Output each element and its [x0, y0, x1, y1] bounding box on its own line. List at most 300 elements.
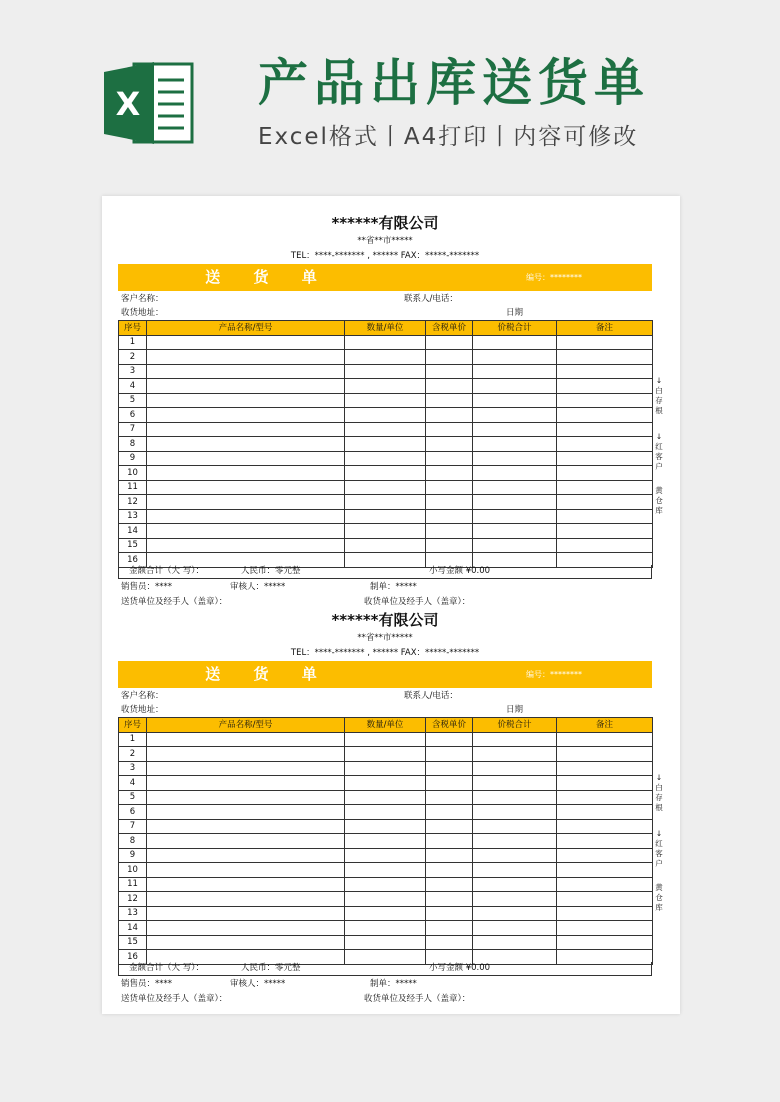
copy-char: ↓ — [655, 432, 663, 441]
form-title: 送 货 单 — [205, 268, 331, 286]
column-header: 产品名称/型号 — [147, 718, 345, 733]
table-cell[interactable] — [557, 408, 653, 423]
table-row — [119, 495, 653, 510]
table-row — [119, 921, 653, 936]
row-number: 6 — [119, 408, 147, 423]
customer-name-label: 客户名称： — [121, 294, 164, 304]
copy-char: 户 — [655, 859, 663, 868]
total-rmb: 人民币：零元整 — [241, 963, 301, 973]
table-cell[interactable] — [147, 422, 345, 437]
table-cell[interactable] — [426, 379, 473, 394]
contact-label: 联系人/电话： — [404, 294, 458, 304]
table-cell[interactable] — [557, 761, 653, 776]
table-cell[interactable] — [147, 906, 345, 921]
table-cell[interactable] — [345, 834, 426, 849]
table-cell[interactable] — [147, 364, 345, 379]
row-number: 16 — [119, 950, 147, 965]
sender-sign-label: 送货单位及经手人（盖章）： — [121, 994, 228, 1004]
table-cell[interactable] — [557, 509, 653, 524]
table-cell[interactable] — [557, 819, 653, 834]
table-cell[interactable] — [345, 364, 426, 379]
table-cell[interactable] — [557, 451, 653, 466]
table-cell[interactable] — [557, 790, 653, 805]
table-cell[interactable] — [557, 776, 653, 791]
company-name: ******有限公司 — [331, 611, 439, 629]
table-cell[interactable] — [426, 848, 473, 863]
table-header — [119, 718, 653, 733]
copy-char: 存 — [655, 793, 663, 802]
table-cell[interactable] — [147, 819, 345, 834]
salesperson-label: 销售员：**** — [121, 979, 173, 989]
copy-char: 红 — [655, 839, 663, 848]
table-cell[interactable] — [473, 790, 557, 805]
copy-char: 存 — [655, 396, 663, 405]
small-total: 小写金额 ¥0.00 — [429, 963, 491, 973]
column-header: 价税合计 — [473, 718, 557, 733]
items-table — [118, 717, 653, 965]
copy-char: 白 — [655, 386, 663, 395]
row-number: 13 — [119, 509, 147, 524]
table-cell[interactable] — [473, 379, 557, 394]
table-row — [119, 393, 653, 408]
maker-label: 制单：***** — [370, 582, 417, 592]
form-banner — [118, 264, 652, 291]
table-cell[interactable] — [345, 863, 426, 878]
table-cell[interactable] — [345, 776, 426, 791]
column-header: 含税单价 — [426, 321, 473, 336]
table-cell[interactable] — [345, 422, 426, 437]
table-cell[interactable] — [557, 437, 653, 452]
column-header: 数量/单位 — [345, 718, 426, 733]
table-cell[interactable] — [473, 747, 557, 762]
company-tel-fax: TEL：****-******* , ****** FAX：*****-******* — [290, 251, 480, 261]
row-number: 3 — [119, 364, 147, 379]
table-row — [119, 538, 653, 553]
copy-char: 根 — [655, 803, 663, 812]
copy-char: 黄 — [655, 486, 663, 495]
table-cell[interactable] — [473, 761, 557, 776]
table-cell[interactable] — [557, 877, 653, 892]
table-cell[interactable] — [345, 790, 426, 805]
table-cell[interactable] — [147, 335, 345, 350]
table-cell[interactable] — [426, 350, 473, 365]
row-number: 3 — [119, 761, 147, 776]
copy-label-white — [653, 376, 665, 416]
table-cell[interactable] — [345, 408, 426, 423]
row-number: 11 — [119, 480, 147, 495]
table-row — [119, 350, 653, 365]
table-cell[interactable] — [345, 466, 426, 481]
document-page — [102, 196, 680, 1014]
table-cell[interactable] — [473, 877, 557, 892]
table-cell[interactable] — [473, 364, 557, 379]
table-cell[interactable] — [557, 805, 653, 820]
column-header: 产品名称/型号 — [147, 321, 345, 336]
table-cell[interactable] — [473, 437, 557, 452]
table-cell[interactable] — [147, 805, 345, 820]
table-cell[interactable] — [345, 437, 426, 452]
copy-label-red — [653, 432, 665, 472]
date-label: 日期 — [506, 705, 524, 715]
table-cell[interactable] — [426, 480, 473, 495]
copy-char: 库 — [655, 506, 663, 515]
table-cell[interactable] — [147, 509, 345, 524]
table-row — [119, 451, 653, 466]
table-cell[interactable] — [345, 509, 426, 524]
table-cell[interactable] — [345, 524, 426, 539]
copy-label-red — [653, 829, 665, 869]
salesperson-label: 销售员：**** — [121, 582, 173, 592]
table-cell[interactable] — [473, 935, 557, 950]
table-cell[interactable] — [557, 935, 653, 950]
table-cell[interactable] — [473, 350, 557, 365]
table-cell[interactable] — [557, 350, 653, 365]
table-cell[interactable] — [147, 466, 345, 481]
table-cell[interactable] — [426, 921, 473, 936]
table-cell[interactable] — [426, 495, 473, 510]
row-number: 9 — [119, 848, 147, 863]
row-number: 8 — [119, 834, 147, 849]
table-cell[interactable] — [345, 451, 426, 466]
table-cell[interactable] — [426, 877, 473, 892]
table-row — [119, 819, 653, 834]
table-row — [119, 863, 653, 878]
table-cell[interactable] — [473, 848, 557, 863]
column-header: 备注 — [557, 718, 653, 733]
table-cell[interactable] — [473, 509, 557, 524]
table-cell[interactable] — [473, 863, 557, 878]
table-cell[interactable] — [426, 451, 473, 466]
copy-char: 黄 — [655, 883, 663, 892]
table-cell[interactable] — [426, 776, 473, 791]
table-cell[interactable] — [426, 422, 473, 437]
table-cell[interactable] — [147, 437, 345, 452]
table-cell[interactable] — [345, 747, 426, 762]
page-header — [0, 0, 780, 185]
column-header: 备注 — [557, 321, 653, 336]
row-number: 16 — [119, 553, 147, 568]
copy-char: 白 — [655, 783, 663, 792]
excel-icon — [100, 58, 196, 148]
table-cell[interactable] — [557, 422, 653, 437]
table-cell[interactable] — [147, 538, 345, 553]
table-row — [119, 892, 653, 907]
table-cell[interactable] — [473, 805, 557, 820]
table-cell[interactable] — [473, 422, 557, 437]
table-cell[interactable] — [345, 350, 426, 365]
page-title: 产品出库送货单 — [258, 54, 650, 112]
table-cell[interactable] — [147, 732, 345, 747]
row-number: 14 — [119, 524, 147, 539]
column-header: 序号 — [119, 718, 147, 733]
table-cell[interactable] — [557, 732, 653, 747]
table-cell[interactable] — [473, 495, 557, 510]
table-cell[interactable] — [426, 834, 473, 849]
total-row — [118, 565, 652, 579]
table-cell[interactable] — [147, 892, 345, 907]
table-cell[interactable] — [473, 451, 557, 466]
table-header — [119, 321, 653, 336]
table-cell[interactable] — [426, 437, 473, 452]
table-cell[interactable] — [345, 379, 426, 394]
table-cell[interactable] — [345, 538, 426, 553]
copy-char: 客 — [655, 849, 663, 858]
row-number: 8 — [119, 437, 147, 452]
table-cell[interactable] — [147, 863, 345, 878]
table-row — [119, 437, 653, 452]
table-cell[interactable] — [426, 509, 473, 524]
column-header: 价税合计 — [473, 321, 557, 336]
row-number: 15 — [119, 935, 147, 950]
table-cell[interactable] — [345, 906, 426, 921]
page-subtitle: Excel格式丨A4打印丨内容可修改 — [258, 124, 639, 150]
table-cell[interactable] — [557, 364, 653, 379]
row-number: 5 — [119, 393, 147, 408]
table-cell[interactable] — [473, 335, 557, 350]
table-row — [119, 877, 653, 892]
copy-char: 根 — [655, 406, 663, 415]
table-cell[interactable] — [473, 538, 557, 553]
copy-char: ↓ — [655, 829, 663, 838]
table-cell[interactable] — [345, 935, 426, 950]
table-cell[interactable] — [473, 408, 557, 423]
date-label: 日期 — [506, 308, 524, 318]
delivery-form — [118, 599, 652, 1004]
row-number: 10 — [119, 863, 147, 878]
table-cell[interactable] — [426, 790, 473, 805]
table-cell[interactable] — [345, 761, 426, 776]
table-row — [119, 935, 653, 950]
table-cell[interactable] — [147, 834, 345, 849]
copy-char: ↓ — [655, 773, 663, 782]
total-label: 金额合计（大 写）： — [129, 566, 204, 576]
table-row — [119, 509, 653, 524]
table-cell[interactable] — [426, 466, 473, 481]
table-cell[interactable] — [345, 819, 426, 834]
table-row — [119, 732, 653, 747]
reviewer-label: 审核人：***** — [230, 979, 286, 989]
table-cell[interactable] — [426, 935, 473, 950]
table-cell[interactable] — [345, 495, 426, 510]
row-number: 4 — [119, 379, 147, 394]
table-cell[interactable] — [557, 393, 653, 408]
table-row — [119, 335, 653, 350]
table-cell[interactable] — [473, 732, 557, 747]
copy-char: 库 — [655, 903, 663, 912]
table-cell[interactable] — [147, 848, 345, 863]
table-row — [119, 834, 653, 849]
table-cell[interactable] — [557, 538, 653, 553]
sender-sign-label: 送货单位及经手人（盖章）： — [121, 597, 228, 607]
table-cell[interactable] — [473, 906, 557, 921]
table-cell[interactable] — [557, 747, 653, 762]
small-total: 小写金额 ¥0.00 — [429, 566, 491, 576]
row-number: 4 — [119, 776, 147, 791]
table-cell[interactable] — [426, 761, 473, 776]
address-label: 收货地址： — [121, 308, 164, 318]
row-number: 6 — [119, 805, 147, 820]
company-tel-fax: TEL：****-******* , ****** FAX：*****-******* — [290, 648, 480, 658]
row-number: 5 — [119, 790, 147, 805]
table-row — [119, 422, 653, 437]
row-number: 1 — [119, 732, 147, 747]
table-cell[interactable] — [147, 921, 345, 936]
row-number: 7 — [119, 819, 147, 834]
row-number: 9 — [119, 451, 147, 466]
table-cell[interactable] — [473, 466, 557, 481]
company-province: **省**市***** — [357, 633, 413, 643]
table-cell[interactable] — [345, 892, 426, 907]
table-cell[interactable] — [345, 877, 426, 892]
table-cell[interactable] — [147, 761, 345, 776]
table-cell[interactable] — [147, 495, 345, 510]
table-cell[interactable] — [426, 408, 473, 423]
copy-char: 仓 — [655, 496, 663, 505]
table-cell[interactable] — [345, 805, 426, 820]
total-label: 金额合计（大 写）： — [129, 963, 204, 973]
column-header: 序号 — [119, 321, 147, 336]
table-cell[interactable] — [426, 364, 473, 379]
table-row — [119, 379, 653, 394]
table-cell[interactable] — [147, 747, 345, 762]
table-row — [119, 848, 653, 863]
table-cell[interactable] — [557, 906, 653, 921]
table-cell[interactable] — [426, 906, 473, 921]
table-row — [119, 747, 653, 762]
row-number: 7 — [119, 422, 147, 437]
table-cell[interactable] — [147, 935, 345, 950]
table-cell[interactable] — [557, 834, 653, 849]
table-cell[interactable] — [473, 776, 557, 791]
table-row — [119, 776, 653, 791]
receiver-sign-label: 收货单位及经手人（盖章）： — [364, 994, 471, 1004]
row-number: 14 — [119, 921, 147, 936]
company-name: ******有限公司 — [331, 214, 439, 232]
table-cell[interactable] — [426, 732, 473, 747]
company-province: **省**市***** — [357, 236, 413, 246]
table-cell[interactable] — [557, 524, 653, 539]
table-cell[interactable] — [557, 480, 653, 495]
table-cell[interactable] — [426, 524, 473, 539]
column-header: 含税单价 — [426, 718, 473, 733]
copy-label-white — [653, 773, 665, 813]
svg-text:X: X — [115, 85, 141, 123]
table-cell[interactable] — [345, 848, 426, 863]
copy-char: 户 — [655, 462, 663, 471]
table-cell[interactable] — [147, 451, 345, 466]
table-cell[interactable] — [426, 863, 473, 878]
table-cell[interactable] — [147, 379, 345, 394]
table-cell[interactable] — [147, 393, 345, 408]
table-cell[interactable] — [557, 892, 653, 907]
table-cell[interactable] — [473, 480, 557, 495]
table-cell[interactable] — [557, 379, 653, 394]
table-cell[interactable] — [426, 335, 473, 350]
form-number: 编号：******** — [526, 273, 582, 282]
row-number: 15 — [119, 538, 147, 553]
table-cell[interactable] — [426, 393, 473, 408]
table-cell[interactable] — [473, 524, 557, 539]
table-cell[interactable] — [345, 480, 426, 495]
table-cell[interactable] — [473, 393, 557, 408]
table-cell[interactable] — [557, 848, 653, 863]
row-number: 10 — [119, 466, 147, 481]
row-number: 2 — [119, 747, 147, 762]
table-cell[interactable] — [426, 892, 473, 907]
table-cell[interactable] — [345, 921, 426, 936]
receiver-sign-label: 收货单位及经手人（盖章）： — [364, 597, 471, 607]
table-row — [119, 761, 653, 776]
items-table — [118, 320, 653, 568]
table-cell[interactable] — [426, 538, 473, 553]
copy-char: ↓ — [655, 376, 663, 385]
customer-name-label: 客户名称： — [121, 691, 164, 701]
form-banner — [118, 661, 652, 688]
table-cell[interactable] — [147, 790, 345, 805]
row-number: 12 — [119, 495, 147, 510]
reviewer-label: 审核人：***** — [230, 582, 286, 592]
table-cell[interactable] — [147, 350, 345, 365]
form-title: 送 货 单 — [205, 665, 331, 683]
table-row — [119, 480, 653, 495]
table-cell[interactable] — [473, 921, 557, 936]
table-cell[interactable] — [147, 408, 345, 423]
copy-char: 客 — [655, 452, 663, 461]
row-number: 2 — [119, 350, 147, 365]
table-cell[interactable] — [473, 892, 557, 907]
table-row — [119, 805, 653, 820]
copy-char: 红 — [655, 442, 663, 451]
table-cell[interactable] — [473, 834, 557, 849]
column-header: 数量/单位 — [345, 321, 426, 336]
table-cell[interactable] — [147, 524, 345, 539]
table-cell[interactable] — [557, 335, 653, 350]
table-row — [119, 524, 653, 539]
copy-label-yellow — [653, 486, 665, 516]
table-cell[interactable] — [557, 921, 653, 936]
table-cell[interactable] — [147, 480, 345, 495]
total-rmb: 人民币：零元整 — [241, 566, 301, 576]
table-cell[interactable] — [557, 466, 653, 481]
copy-label-yellow — [653, 883, 665, 913]
table-cell[interactable] — [426, 805, 473, 820]
contact-label: 联系人/电话： — [404, 691, 458, 701]
form-number: 编号：******** — [526, 670, 582, 679]
total-row — [118, 962, 652, 976]
table-row — [119, 364, 653, 379]
table-cell[interactable] — [147, 776, 345, 791]
table-cell[interactable] — [345, 732, 426, 747]
table-cell[interactable] — [345, 335, 426, 350]
row-number: 12 — [119, 892, 147, 907]
table-cell[interactable] — [473, 819, 557, 834]
row-number: 13 — [119, 906, 147, 921]
copy-char: 仓 — [655, 893, 663, 902]
maker-label: 制单：***** — [370, 979, 417, 989]
table-cell[interactable] — [147, 877, 345, 892]
table-row — [119, 408, 653, 423]
row-number: 1 — [119, 335, 147, 350]
table-row — [119, 906, 653, 921]
table-row — [119, 466, 653, 481]
table-cell[interactable] — [426, 819, 473, 834]
table-cell[interactable] — [557, 863, 653, 878]
table-cell[interactable] — [426, 747, 473, 762]
table-cell[interactable] — [557, 495, 653, 510]
address-label: 收货地址： — [121, 705, 164, 715]
table-cell[interactable] — [345, 393, 426, 408]
delivery-form — [118, 202, 652, 607]
